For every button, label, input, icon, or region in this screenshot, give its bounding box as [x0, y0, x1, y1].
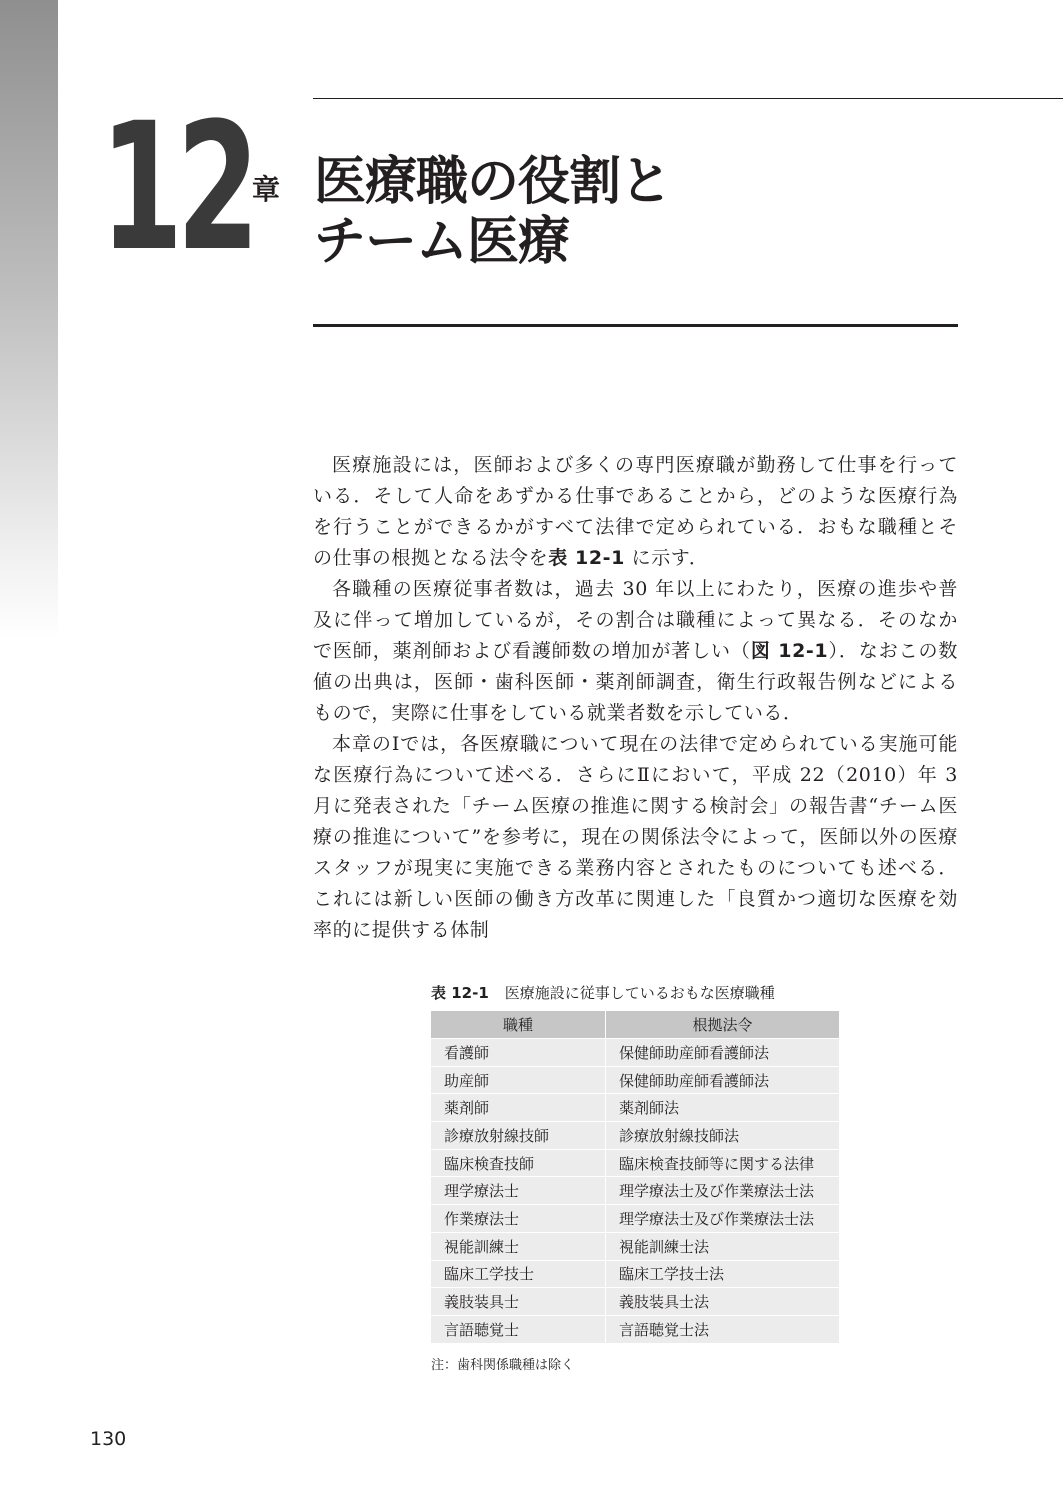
occupation-cell: 薬剤師: [431, 1093, 606, 1121]
occupation-cell: 臨床工学技士: [431, 1260, 606, 1288]
occupation-cell: 義肢装具士: [431, 1287, 606, 1315]
paragraph-2-text-b: ）．なおこの数値の出典は，医師・歯科医師・薬剤師調査，衛生行政報告例などによるもので，実際に仕事をしている就業者数を示している．: [313, 640, 959, 724]
table-caption-title: 医療施設に従事しているおもな医療職種: [504, 984, 775, 1002]
body-text: [313, 450, 958, 946]
table-header-row: [431, 1011, 839, 1038]
header-law: 根拠法令: [606, 1011, 839, 1038]
occupations-table: [431, 1011, 839, 1343]
paragraph-2-text-a: 各職種の医療従事者数は，過去 30 年以上にわたり，医療の進歩や普及に伴って増加しているが，その割合は職種によって異なる．そのなかで医師，薬剤師および看護師数の増加が著しい（: [313, 578, 958, 662]
chapter-title-line2: チーム医療: [314, 212, 570, 272]
side-decoration-bar: [0, 0, 58, 640]
chapter-title: [314, 152, 874, 272]
chapter-label: 章: [252, 173, 281, 206]
table-caption-number: 表 12-1: [431, 984, 489, 1002]
table-row: [431, 1287, 839, 1315]
paragraph-1-text-a: 医療施設には，医師および多くの専門医療職が勤務して仕事を行っている．そして人命をあずかる仕事であることから，どのような医療行為を行うことができるかがすべて法律で定められている．おもな職種とその仕事の根拠となる法令を: [313, 454, 958, 569]
occupation-cell: 看護師: [431, 1038, 606, 1066]
law-cell: 薬剤師法: [606, 1093, 839, 1121]
table-reference: 表 12-1: [548, 547, 625, 569]
occupation-cell: 理学療法士: [431, 1176, 606, 1204]
occupation-cell: 診療放射線技師: [431, 1121, 606, 1149]
law-cell: 視能訓練士法: [606, 1232, 839, 1260]
law-cell: 義肢装具士法: [606, 1287, 839, 1315]
page-number: 130: [90, 1428, 127, 1450]
table-row: [431, 1176, 839, 1204]
table-row: [431, 1038, 839, 1066]
occupation-cell: 臨床検査技師: [431, 1149, 606, 1177]
occupation-cell: 言語聴覚士: [431, 1315, 606, 1343]
chapter-title-line1: 医療職の役割と: [314, 152, 672, 212]
occupation-cell: 助産師: [431, 1066, 606, 1094]
law-cell: 保健師助産師看護師法: [606, 1038, 839, 1066]
table-row: [431, 1204, 839, 1232]
table-row: [431, 1121, 839, 1149]
law-cell: 臨床工学技士法: [606, 1260, 839, 1288]
chapter-number: 12: [100, 85, 253, 290]
law-cell: 臨床検査技師等に関する法律: [606, 1149, 839, 1177]
title-rule: [313, 324, 958, 327]
law-cell: 言語聴覚士法: [606, 1315, 839, 1343]
law-cell: 理学療法士及び作業療法士法: [606, 1176, 839, 1204]
table-row: [431, 1260, 839, 1288]
table-row: [431, 1315, 839, 1343]
top-rule: [313, 98, 1063, 99]
table-row: [431, 1149, 839, 1177]
occupation-cell: 作業療法士: [431, 1204, 606, 1232]
figure-reference: 図 12-1: [750, 640, 829, 662]
table-row: [431, 1232, 839, 1260]
table-note: 注：歯科関係職種は除く: [431, 1358, 575, 1373]
law-cell: 理学療法士及び作業療法士法: [606, 1204, 839, 1232]
paragraph-2: [313, 574, 958, 729]
table-row: [431, 1066, 839, 1094]
table-row: [431, 1093, 839, 1121]
paragraph-3: 本章のⅠでは，各医療職について現在の法律で定められている実施可能な医療行為について述べる．さらにⅡにおいて，平成 22（2010）年 3 月に発表された「チーム医療の推進に関する検討会」の報告書“チーム医療の推進について”を参考に，現在の関係法令によって，医師以外の医療スタッフが現実に実施できる業務内容とされたものについても述べる．これには新しい医師の働き方改革に関連した「良質かつ適切な医療を効率的に提供する体制: [313, 733, 958, 941]
law-cell: 診療放射線技師法: [606, 1121, 839, 1149]
occupation-cell: 視能訓練士: [431, 1232, 606, 1260]
header-occupation: 職種: [431, 1011, 606, 1038]
table-caption: [431, 982, 775, 1003]
paragraph-1: [313, 450, 958, 574]
paragraph-1-text-b: に示す．: [624, 547, 709, 569]
law-cell: 保健師助産師看護師法: [606, 1066, 839, 1094]
